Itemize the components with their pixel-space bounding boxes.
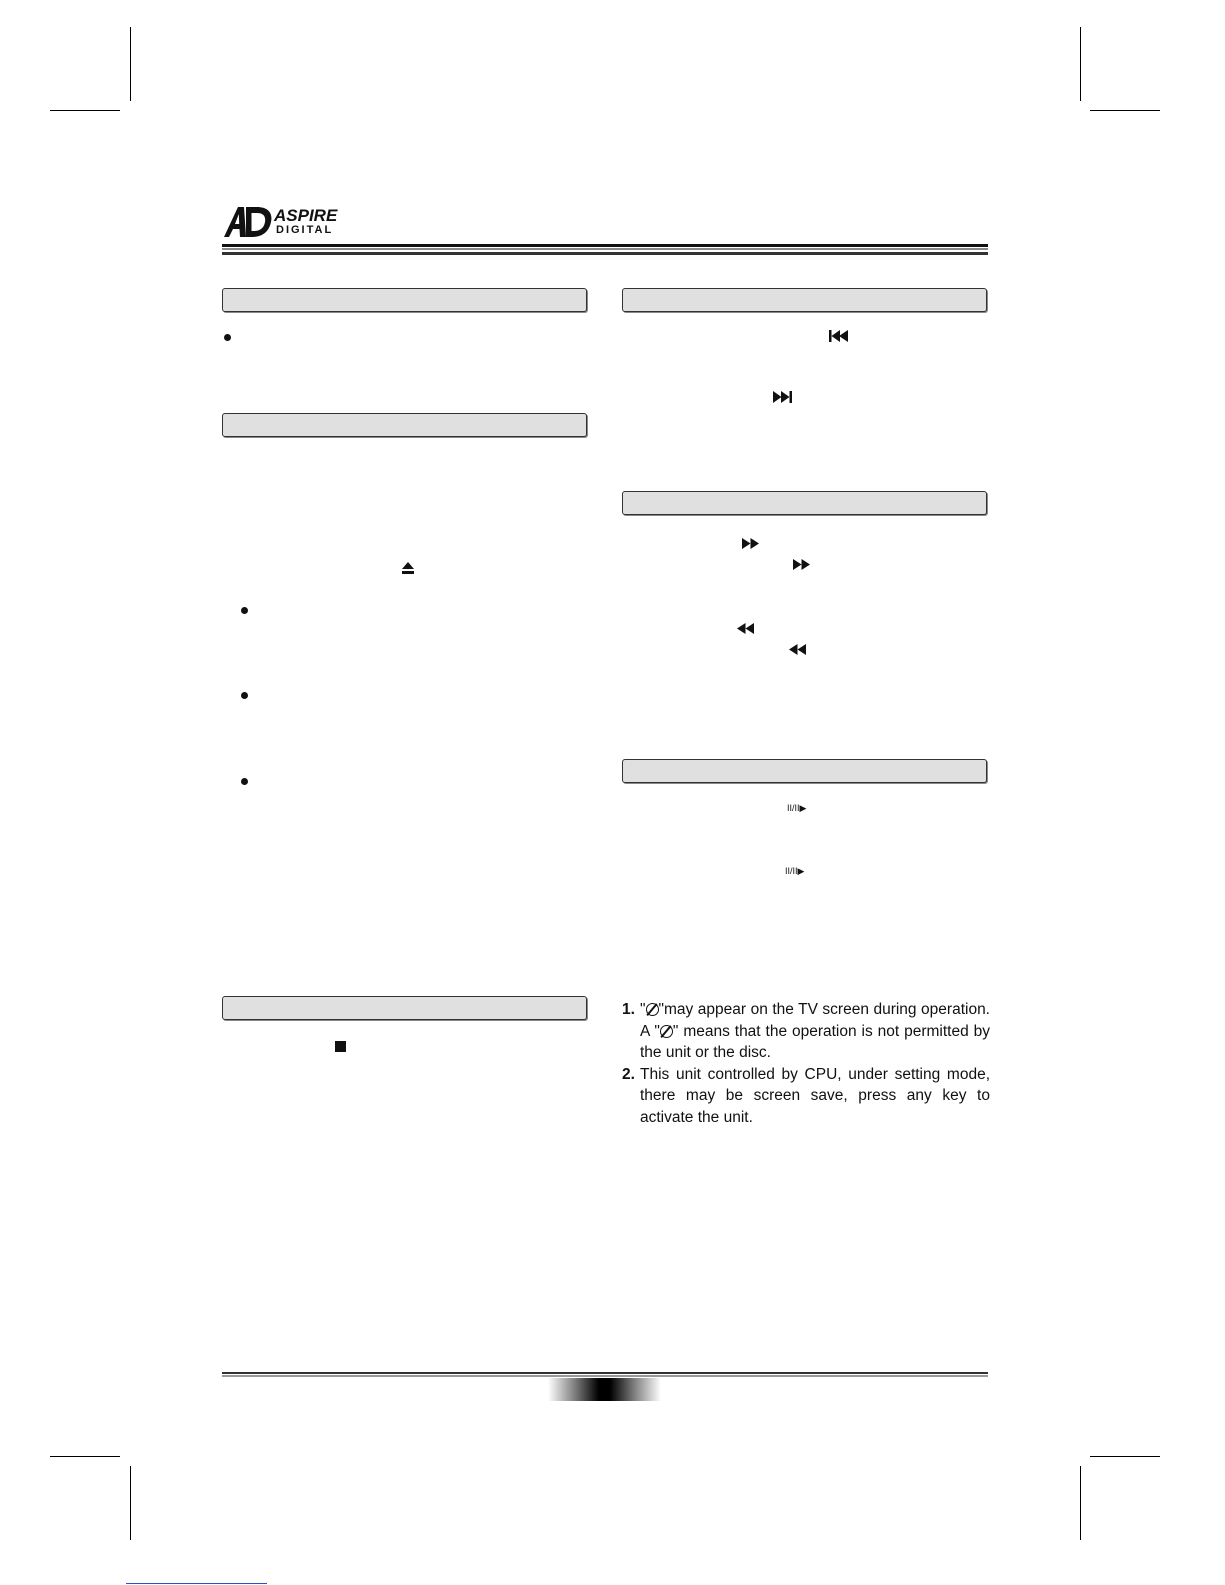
skip-previous-icon [829,330,849,342]
section-header-bar [222,996,587,1020]
note-item [622,1064,990,1129]
header-rule [222,248,988,250]
brand-name: ASPIRE [274,206,338,225]
crop-mark [50,110,120,111]
prohibited-icon [646,1003,659,1016]
bullet-dot [224,334,231,341]
header-rule [222,244,988,247]
eject-icon [402,562,414,575]
pause-step-icon: II/II▶ [785,866,805,876]
note-text-part: A " [640,1022,660,1040]
crop-mark [1080,27,1081,101]
section-header-bar [222,413,587,437]
note-number: 1. [622,1001,635,1018]
section-header-bar [622,759,987,783]
pause-step-icon: II/II▶ [787,803,807,813]
notes-list [622,999,990,1128]
note-text-part: " [640,1001,646,1018]
brand-subtitle: DIGITAL [276,224,334,236]
crop-mark [130,27,131,101]
fast-reverse-icon [737,623,755,634]
section-header-bar [622,288,987,312]
stop-icon [335,1041,346,1052]
note-item [622,999,990,1064]
note-text: This unit controlled by CPU, under setting mode, there may be screen save, press any key to activate the unit. [640,1065,990,1126]
skip-next-icon [773,391,793,403]
crop-mark [1090,1456,1160,1457]
bullet-dot [241,778,248,785]
bullet-dot [241,692,248,699]
bullet-dot [241,607,248,614]
fast-reverse-icon [789,644,807,655]
fast-forward-icon [742,538,760,549]
crop-mark [1090,110,1160,111]
section-header-bar [222,288,587,312]
header-rule [222,252,988,255]
link-underline [126,1583,267,1584]
prohibited-icon [660,1025,673,1038]
note-text-part: "may appear on the TV screen during operation. [658,1001,990,1018]
footer-rule [222,1372,988,1374]
section-header-bar [622,491,987,515]
page-number-tab [548,1378,661,1401]
note-text [640,999,990,1064]
note-number: 2. [622,1065,635,1083]
note-text-part: " means that the operation is not permitted by the unit or the disc. [640,1022,991,1061]
footer-rule [222,1375,988,1377]
fast-forward-icon [793,559,811,570]
ad-logo-mark-icon [224,205,274,239]
crop-mark [50,1456,120,1457]
crop-mark [130,1466,131,1540]
brand-logo [224,205,354,241]
crop-mark [1080,1466,1081,1540]
